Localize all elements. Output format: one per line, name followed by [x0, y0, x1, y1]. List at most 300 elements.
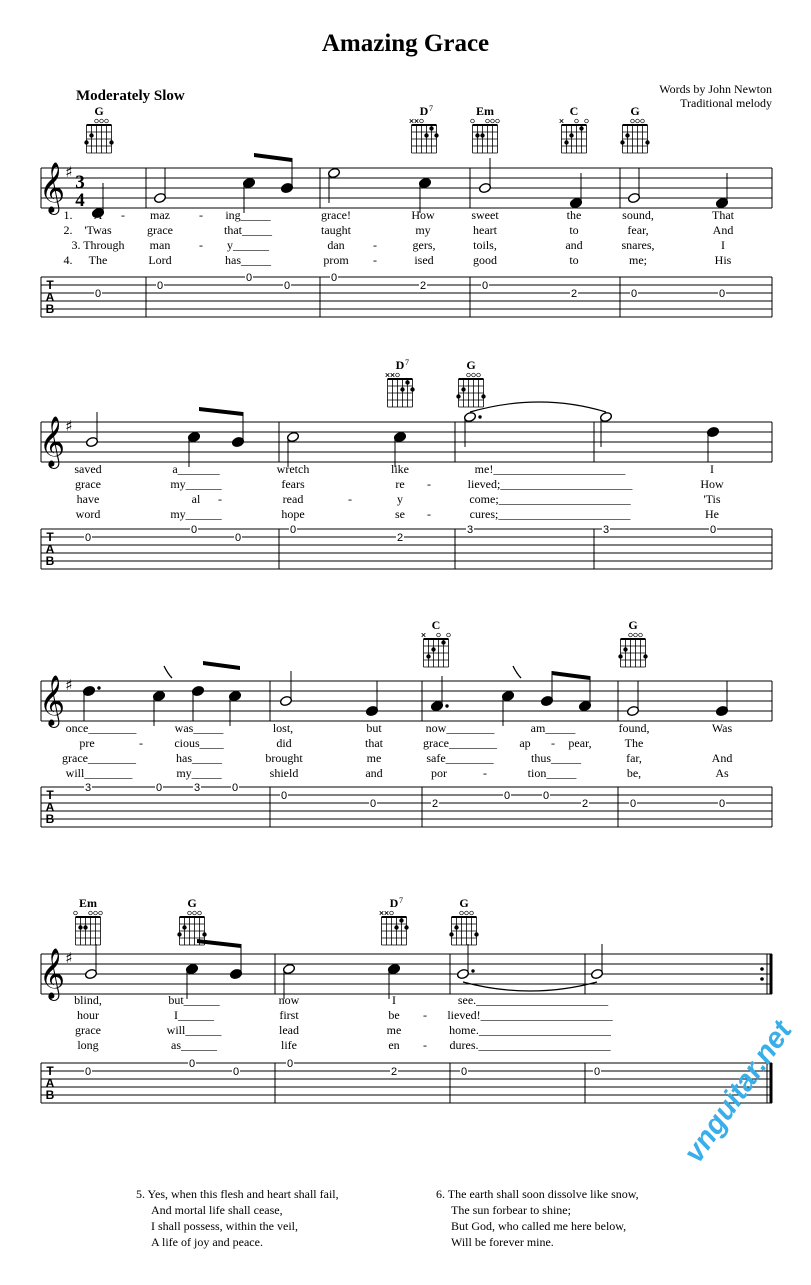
- lyric-syllable: me;: [629, 253, 647, 267]
- tab-number: 0: [245, 272, 253, 284]
- lyric-syllable: cures;______________________: [469, 507, 631, 521]
- lyric-syllable: but: [366, 721, 382, 735]
- muted-string-mark: [385, 911, 389, 915]
- lyric-syllable: -: [423, 1038, 427, 1052]
- chord-nut: [180, 916, 205, 918]
- verse-line: 6. The earth shall soon dissolve like snow,: [436, 1187, 639, 1201]
- open-string-mark: [585, 119, 589, 123]
- note: [627, 168, 640, 204]
- lyric-syllable: -: [348, 492, 352, 506]
- lyric-syllable: dan: [327, 238, 345, 252]
- lyric-syllable: As: [715, 766, 729, 780]
- finger-dot: [399, 918, 403, 922]
- lyric-syllable: The: [88, 253, 108, 267]
- finger-dot: [434, 133, 438, 137]
- lyric-syllable: be,: [626, 766, 642, 780]
- lyric-syllable: hope: [281, 507, 305, 521]
- lyric-syllable: wretch: [276, 462, 310, 476]
- song-title: Amazing Grace: [321, 30, 490, 57]
- note: [365, 681, 378, 717]
- note: [152, 666, 172, 726]
- lyric-syllable: And: [711, 751, 733, 765]
- lyric-syllable: grace: [147, 223, 173, 237]
- key-signature-sharp-icon: ♯: [65, 676, 73, 694]
- finger-dot: [441, 640, 445, 644]
- finger-dot: [89, 133, 93, 137]
- chord-name: C: [431, 618, 441, 632]
- open-string-mark: [460, 911, 464, 915]
- lyric-syllable: His: [714, 253, 732, 267]
- chord-nut: [87, 124, 112, 126]
- verse-line: But God, who called me here below,: [451, 1219, 627, 1233]
- key-signature-sharp-icon: ♯: [65, 417, 73, 435]
- lyric-syllable: dures.______________________: [449, 1038, 611, 1052]
- verse-line: A life of joy and peace.: [151, 1235, 263, 1249]
- lyric-syllable: as______: [171, 1038, 217, 1052]
- lyric-syllable: -: [373, 253, 377, 267]
- muted-string-mark: [410, 119, 414, 123]
- lyric-syllable: my______: [170, 477, 222, 491]
- finger-dot: [405, 380, 409, 384]
- chord-nut: [76, 916, 101, 918]
- lyric-syllable: to: [569, 223, 579, 237]
- chord-diagram-d7: [410, 104, 439, 153]
- tie: [463, 982, 597, 991]
- lyric-syllable: cious____: [174, 736, 224, 750]
- tab-label-letter: B: [45, 812, 55, 826]
- lyric-syllable: -: [373, 238, 377, 252]
- lyric-syllable: And: [712, 223, 734, 237]
- lyric-syllable: -: [427, 477, 431, 491]
- finger-dot: [579, 126, 583, 130]
- chord-name: G: [630, 104, 640, 118]
- finger-dot: [474, 932, 478, 936]
- tab-number: 0: [94, 288, 102, 300]
- chord-diagram-c: [560, 104, 589, 153]
- note: [501, 666, 521, 726]
- lyric-syllable: taught: [321, 223, 351, 237]
- chord-name: Em: [79, 896, 97, 910]
- lyric-syllable: -: [139, 736, 143, 750]
- lyric-syllable: lead: [279, 1023, 299, 1037]
- open-string-mark: [496, 119, 500, 123]
- open-string-mark: [634, 633, 638, 637]
- tab-number: 0: [460, 1066, 468, 1078]
- tab-number: 0: [283, 280, 291, 292]
- finger-dot: [454, 925, 458, 929]
- tab-number: 0: [84, 1066, 92, 1078]
- finger-dot: [618, 654, 622, 658]
- finger-dot: [426, 654, 430, 658]
- finger-dot: [182, 925, 186, 929]
- lyric-syllable: read: [282, 492, 304, 506]
- note: [231, 412, 244, 448]
- open-string-mark: [89, 911, 93, 915]
- finger-dot: [643, 654, 647, 658]
- finger-dot: [78, 925, 82, 929]
- tab-number: 0: [330, 272, 338, 284]
- chord-name: Em: [476, 104, 494, 118]
- treble-clef-icon: 𝄞: [38, 416, 66, 467]
- lyric-syllable: shield: [269, 766, 299, 780]
- chord-diagram-d7: [380, 896, 409, 945]
- note: [706, 426, 719, 462]
- open-string-mark: [94, 911, 98, 915]
- note: [85, 412, 98, 448]
- finger-dot: [569, 133, 573, 137]
- chord-diagram-d7: [386, 358, 415, 407]
- chord-nut: [459, 378, 484, 380]
- lyric-syllable: come;______________________: [469, 492, 631, 506]
- chord-diagram-c: [422, 618, 451, 667]
- finger-dot: [394, 925, 398, 929]
- finger-dot: [645, 140, 649, 144]
- open-string-mark: [629, 633, 633, 637]
- chord-nut: [424, 638, 449, 640]
- tab-number: 0: [155, 782, 163, 794]
- lyric-syllable: -: [483, 766, 487, 780]
- lyric-syllable: have: [76, 492, 100, 506]
- lyric-syllable: That: [712, 208, 734, 222]
- repeat-dot: [760, 977, 764, 981]
- muted-string-mark: [560, 119, 564, 123]
- tie: [470, 402, 606, 412]
- finger-dot: [429, 126, 433, 130]
- note: [84, 944, 97, 980]
- note-dot: [471, 969, 474, 972]
- tab-number: 0: [280, 790, 288, 802]
- finger-dot: [625, 133, 629, 137]
- open-string-mark: [437, 633, 441, 637]
- lyric-syllable: far,: [626, 751, 642, 765]
- chord-nut: [452, 916, 477, 918]
- chord-nut: [623, 124, 648, 126]
- key-signature-sharp-icon: ♯: [65, 163, 73, 181]
- note: [280, 158, 293, 194]
- tab-label-letter: T: [46, 278, 54, 292]
- verse-line: Will be forever mine.: [451, 1235, 554, 1249]
- verse-line: I shall possess, within the veil,: [151, 1219, 298, 1233]
- chord-nut: [562, 124, 587, 126]
- credit-words: Words by John Newton: [659, 82, 772, 96]
- tab-number: 0: [188, 1058, 196, 1070]
- tab-number: 0: [231, 782, 239, 794]
- note-flag: [164, 666, 172, 678]
- chord-nut: [473, 124, 498, 126]
- lyric-syllable: y: [397, 492, 403, 506]
- lyric-syllable: see.______________________: [457, 993, 609, 1007]
- note: [590, 944, 603, 980]
- tab-number: 0: [542, 790, 550, 802]
- open-string-mark: [631, 119, 635, 123]
- lyric-syllable: sound,: [622, 208, 654, 222]
- tab-label-letter: B: [45, 554, 55, 568]
- muted-string-mark: [391, 373, 395, 377]
- lyric-syllable: I: [392, 993, 396, 1007]
- lyric-syllable: good: [473, 253, 497, 267]
- lyric-syllable: that_____: [224, 223, 272, 237]
- music-system-3: [39, 618, 772, 827]
- finger-dot: [456, 394, 460, 398]
- tab-number: 3: [193, 782, 201, 794]
- treble-clef-icon: 𝄞: [38, 162, 66, 213]
- lyric-syllable: grace!: [321, 208, 351, 222]
- lyric-syllable: that: [365, 736, 383, 750]
- lyric-syllable: long: [77, 1038, 99, 1052]
- finger-dot: [109, 140, 113, 144]
- lyric-syllable: saved: [74, 462, 102, 476]
- lyric-syllable: 1.: [63, 208, 73, 222]
- chord-nut: [388, 378, 413, 380]
- note: [153, 168, 166, 204]
- finger-dot: [564, 140, 568, 144]
- open-string-mark: [188, 911, 192, 915]
- note: [626, 681, 639, 717]
- chord-name: D: [389, 896, 399, 910]
- lyric-syllable: 4.: [63, 253, 73, 267]
- chord-diagram-g: [620, 104, 649, 153]
- lyric-syllable: safe________: [426, 751, 494, 765]
- chord-diagram-g: [618, 618, 647, 667]
- lyric-syllable: 2.: [63, 223, 73, 237]
- tab-number: 0: [232, 1066, 240, 1078]
- tab-label-letter: T: [46, 788, 54, 802]
- chord-diagram-em: [74, 896, 103, 945]
- tab-label-letter: A: [45, 800, 55, 814]
- tab-number: 2: [419, 280, 427, 292]
- open-string-mark: [396, 373, 400, 377]
- note-flag: [513, 666, 521, 678]
- finger-dot: [404, 925, 408, 929]
- time-signature-bottom: 4: [75, 190, 85, 211]
- chord-diagram-g: [84, 104, 113, 153]
- lyric-syllable: now________: [425, 721, 495, 735]
- finger-dot: [410, 387, 414, 391]
- lyric-syllable: fears: [281, 477, 305, 491]
- note-dot: [97, 686, 100, 689]
- open-string-mark: [641, 119, 645, 123]
- note: [279, 671, 292, 707]
- lyric-syllable: sweet: [471, 208, 499, 222]
- lyric-syllable: the: [566, 208, 582, 222]
- lyric-syllable: gers,: [412, 238, 436, 252]
- lyric-syllable: lost,: [272, 721, 294, 735]
- finger-dot: [620, 140, 624, 144]
- lyric-syllable: The: [624, 736, 644, 750]
- lyric-syllable: was_____: [174, 721, 224, 735]
- lyric-syllable: word: [75, 507, 101, 521]
- lyric-syllable: me: [386, 1023, 402, 1037]
- finger-dot: [84, 140, 88, 144]
- muted-string-mark: [422, 633, 426, 637]
- lyric-syllable: me: [366, 751, 382, 765]
- lyric-syllable: did: [276, 736, 292, 750]
- tab-number: 2: [570, 288, 578, 300]
- tab-number: 0: [190, 524, 198, 536]
- finger-dot: [424, 133, 428, 137]
- lyric-syllable: Was: [711, 721, 733, 735]
- tab-number: 0: [156, 280, 164, 292]
- open-string-mark: [639, 633, 643, 637]
- lyric-syllable: 3. Through: [71, 238, 125, 252]
- tab-number: 2: [390, 1066, 398, 1078]
- lyric-syllable: be: [388, 1008, 400, 1022]
- credit-melody: Traditional melody: [680, 96, 772, 110]
- beam: [254, 153, 292, 162]
- chord-name: G: [459, 896, 469, 910]
- lyric-syllable: me!______________________: [474, 462, 626, 476]
- chord-nut: [412, 124, 437, 126]
- lyric-syllable: and: [365, 766, 383, 780]
- lyric-syllable: toils,: [473, 238, 497, 252]
- chord-name: G: [94, 104, 104, 118]
- tab-label-letter: A: [45, 542, 55, 556]
- finger-dot: [461, 387, 465, 391]
- tab-number: 0: [286, 1058, 294, 1070]
- lyric-syllable: -: [551, 736, 555, 750]
- tab-number: 0: [234, 532, 242, 544]
- note: [478, 158, 491, 194]
- tab-label-letter: T: [46, 530, 54, 544]
- lyric-syllable: I______: [174, 1008, 214, 1022]
- lyric-syllable: I: [710, 462, 714, 476]
- finger-dot: [83, 925, 87, 929]
- chord-name-superscript: 7: [429, 104, 433, 113]
- lyric-syllable: thus_____: [530, 751, 582, 765]
- lyric-syllable: 'Tis: [703, 492, 721, 506]
- tab-number: 2: [431, 798, 439, 810]
- lyric-syllable: re: [395, 477, 405, 491]
- treble-clef-icon: 𝄞: [38, 948, 66, 999]
- chord-name: D: [395, 358, 405, 372]
- open-string-mark: [99, 911, 103, 915]
- open-string-mark: [193, 911, 197, 915]
- tab-number: 0: [481, 280, 489, 292]
- open-string-mark: [470, 911, 474, 915]
- beam: [552, 671, 590, 680]
- open-string-mark: [477, 373, 481, 377]
- chord-diagram-em: [471, 104, 500, 153]
- lyric-syllable: my______: [170, 507, 222, 521]
- muted-string-mark: [380, 911, 384, 915]
- beam: [197, 939, 241, 948]
- finger-dot: [449, 932, 453, 936]
- lyric-syllable: fear,: [627, 223, 649, 237]
- lyric-syllable: hour: [77, 1008, 99, 1022]
- lyric-syllable: Lord: [148, 253, 172, 267]
- tab-label-letter: T: [46, 1064, 54, 1078]
- finger-dot: [623, 647, 627, 651]
- tab-number: 0: [84, 532, 92, 544]
- open-string-mark: [575, 119, 579, 123]
- finger-dot: [431, 647, 435, 651]
- lyric-syllable: am_____: [530, 721, 576, 735]
- lyric-syllable: now: [278, 993, 300, 1007]
- tab-number: 0: [629, 798, 637, 810]
- beam: [203, 661, 240, 670]
- lyric-syllable: 'Twas: [84, 223, 112, 237]
- lyric-syllable: ap: [519, 736, 531, 750]
- lyric-syllable: How: [700, 477, 724, 491]
- note: [191, 685, 204, 721]
- open-string-mark: [636, 119, 640, 123]
- tab-number: 0: [593, 1066, 601, 1078]
- lyric-syllable: home.______________________: [449, 1023, 611, 1037]
- open-string-mark: [100, 119, 104, 123]
- chord-name: G: [466, 358, 476, 372]
- lyric-syllable: lieved!______________________: [447, 1008, 613, 1022]
- note-dot: [445, 704, 448, 707]
- lyric-syllable: ing_____: [225, 208, 271, 222]
- lyric-syllable: -: [121, 208, 125, 222]
- lyric-syllable: once________: [65, 721, 137, 735]
- lyric-syllable: pre: [79, 736, 95, 750]
- open-string-mark: [198, 911, 202, 915]
- watermark: vnguitar.net: [678, 1015, 799, 1169]
- lyric-syllable: a_______: [172, 462, 220, 476]
- tab-label-letter: A: [45, 290, 55, 304]
- lyric-syllable: will________: [65, 766, 133, 780]
- lyric-syllable: to: [569, 253, 579, 267]
- tab-number: 3: [84, 782, 92, 794]
- chord-nut: [621, 638, 646, 640]
- lyric-syllable: tion_____: [527, 766, 577, 780]
- lyric-syllable: brought: [265, 751, 303, 765]
- open-string-mark: [472, 373, 476, 377]
- lyric-syllable: y______: [227, 238, 269, 252]
- lyric-syllable: -: [423, 1008, 427, 1022]
- chord-name-superscript: 7: [399, 896, 403, 905]
- lyric-syllable: found,: [618, 721, 650, 735]
- open-string-mark: [465, 911, 469, 915]
- lyric-syllable: heart: [473, 223, 497, 237]
- lyric-syllable: and: [565, 238, 583, 252]
- key-signature-sharp-icon: ♯: [65, 949, 73, 967]
- tab-number: 0: [289, 524, 297, 536]
- verse-line: The sun forbear to shine;: [451, 1203, 571, 1217]
- lyric-syllable: prom: [323, 253, 349, 267]
- lyric-syllable: A: [93, 208, 103, 222]
- lyric-syllable: -: [218, 492, 222, 506]
- finger-dot: [177, 932, 181, 936]
- open-string-mark: [491, 119, 495, 123]
- beam: [199, 407, 243, 416]
- note: [715, 681, 728, 717]
- note: [229, 944, 242, 980]
- open-string-mark: [467, 373, 471, 377]
- chord-diagram-g: [449, 896, 478, 945]
- lyric-syllable: grace________: [423, 736, 497, 750]
- lyric-syllable: lieved;______________________: [467, 477, 633, 491]
- lyric-syllable: will______: [166, 1023, 222, 1037]
- lyric-syllable: maz: [150, 208, 170, 222]
- lyric-syllable: like: [391, 462, 409, 476]
- verse-line: 5. Yes, when this flesh and heart shall fail,: [136, 1187, 339, 1201]
- lyric-syllable: -: [427, 507, 431, 521]
- chord-name: G: [187, 896, 197, 910]
- repeat-dot: [760, 967, 764, 971]
- lyric-syllable: ised: [414, 253, 434, 267]
- time-signature-top: 3: [75, 172, 85, 193]
- lyric-syllable: How: [411, 208, 435, 222]
- lyric-syllable: se: [395, 507, 405, 521]
- lyric-syllable: blind,: [74, 993, 102, 1007]
- tab-label-letter: B: [45, 302, 55, 316]
- music-system-4: [39, 896, 772, 1103]
- tab-label-letter: B: [45, 1088, 55, 1102]
- chord-nut: [382, 916, 407, 918]
- finger-dot: [475, 133, 479, 137]
